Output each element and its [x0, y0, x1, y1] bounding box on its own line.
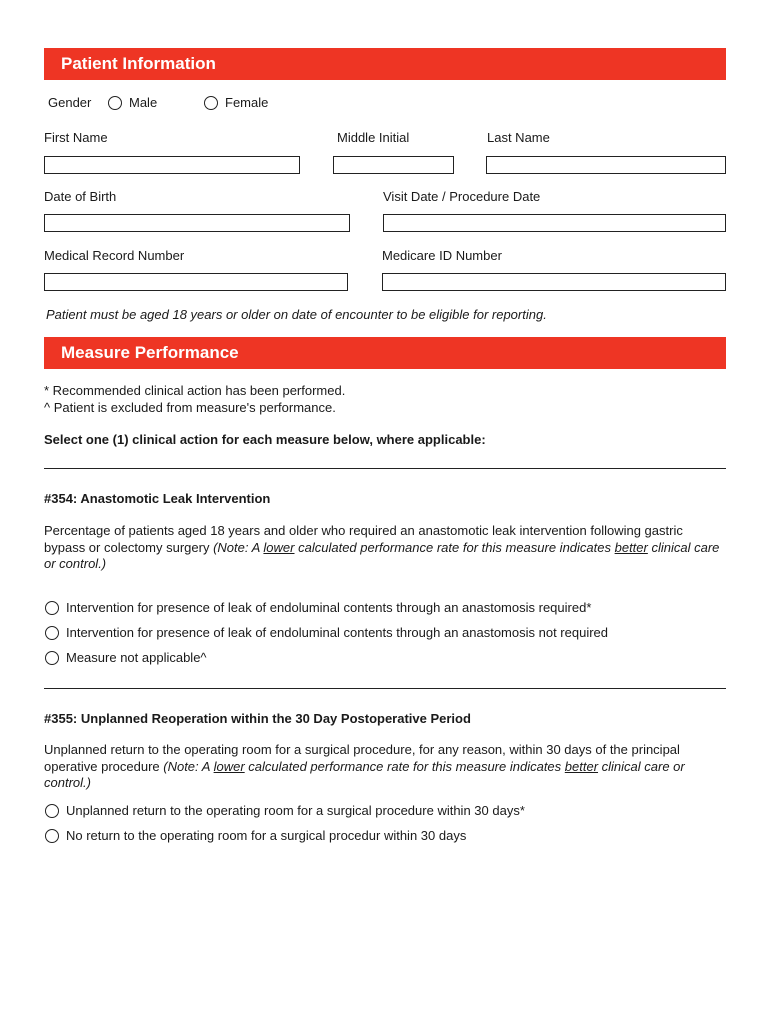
middle-initial-field[interactable] [333, 156, 454, 174]
measure-354-option-1-radio[interactable] [45, 601, 59, 615]
measure-354-option-2-label: Intervention for presence of leak of endoluminal contents through an anastomosis not required [66, 625, 609, 640]
date-of-birth-field[interactable] [44, 214, 350, 232]
divider [44, 688, 726, 689]
middle-initial-label: Middle Initial [337, 130, 410, 145]
measure-355-desc-text: Unplanned return to the operating room for a surgical procedure, for any reason, within 30 days of the principal operative procedure [44, 742, 680, 774]
measure-354-note: (Note: A lower calculated performance rate for this measure indicates better clinical care or control.) [44, 539, 720, 571]
medicare-id-label: Medicare ID Number [382, 248, 502, 263]
patient-information-header: Patient Information [44, 48, 726, 80]
lower-emphasis: lower [263, 539, 295, 555]
measure-354-title: #354: Anastomotic Leak Intervention [44, 491, 271, 506]
gender-male-radio[interactable] [108, 96, 122, 110]
date-of-birth-label: Date of Birth [44, 189, 117, 204]
measure-355-option-1-label: Unplanned return to the operating room for a surgical procedure within 30 days* [66, 803, 525, 818]
measure-354-option-1-label: Intervention for presence of leak of endoluminal contents through an anastomosis required* [66, 600, 592, 615]
first-name-field[interactable] [44, 156, 300, 174]
lower-emphasis: lower [213, 758, 245, 774]
legend-excluded: ^ Patient is excluded from measure's performance. [44, 400, 336, 415]
better-emphasis: better [564, 758, 599, 774]
measure-355-note: (Note: A lower calculated performance rate for this measure indicates better clinical care or control.) [44, 758, 685, 790]
instruction-text: Select one (1) clinical action for each measure below, where applicable: [44, 432, 486, 447]
medical-record-number-label: Medical Record Number [44, 248, 185, 263]
gender-female-label: Female [225, 95, 269, 110]
measure-354-option-3-radio[interactable] [45, 651, 59, 665]
visit-date-field[interactable] [383, 214, 726, 232]
medical-record-number-field[interactable] [44, 273, 348, 291]
measure-355-option-1-radio[interactable] [45, 804, 59, 818]
gender-label: Gender [48, 95, 92, 110]
divider [44, 468, 726, 469]
measure-354-option-2-radio[interactable] [45, 626, 59, 640]
measure-355-option-2-radio[interactable] [45, 829, 59, 843]
measure-354-desc-text: Percentage of patients aged 18 years and older who required an anastomotic leak intervention following gastric bypass or colectomy surgery [44, 523, 683, 555]
eligibility-note: Patient must be aged 18 years or older on date of encounter to be eligible for reporting. [46, 307, 547, 322]
measure-354-option-3-label: Measure not applicable^ [66, 650, 207, 665]
legend-performed: * Recommended clinical action has been performed. [44, 383, 346, 398]
better-emphasis: better [614, 539, 648, 555]
gender-male-label: Male [129, 95, 158, 110]
measure-355-description [44, 742, 724, 792]
first-name-label: First Name [44, 130, 108, 145]
measure-355-title: #355: Unplanned Reoperation within the 30 Day Postoperative Period [44, 711, 471, 726]
last-name-field[interactable] [486, 156, 726, 174]
last-name-label: Last Name [487, 130, 550, 145]
measure-354-description [44, 523, 724, 573]
medicare-id-field[interactable] [382, 273, 726, 291]
measure-355-option-2-label: No return to the operating room for a surgical procedur within 30 days [66, 828, 467, 843]
measure-performance-header: Measure Performance [44, 337, 726, 369]
visit-date-label: Visit Date / Procedure Date [383, 189, 541, 204]
gender-female-radio[interactable] [204, 96, 218, 110]
